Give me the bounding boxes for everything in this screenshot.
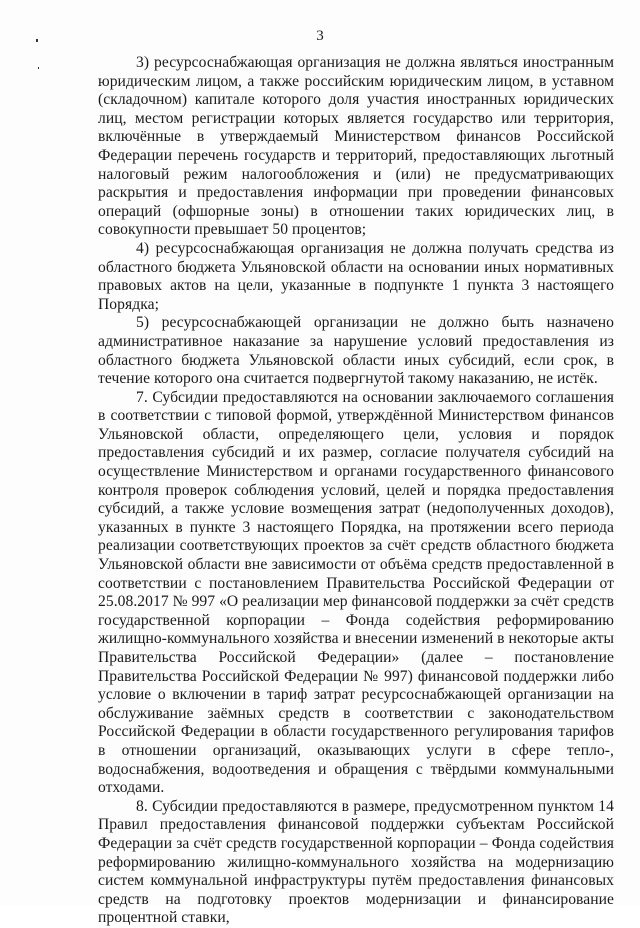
paragraph-clause-7: 7. Субсидии предоставляются на основании заключаемого соглашения в соответствии с типовой формой, утверждённой Министерством финансов Ульяновской области, определяющего цели, условия и порядок предоставления субсидий и их размер, согласие получателя субсидий на осуществление Министерством и органами государственного финансового контроля проверок соблюдения условий, целей и порядка предоставления субсидий, а также условие возмещения затрат (недополученных доходов), указанных в пункте 3 настоящего Порядка, на протяжении всего периода реализации соответствующих проектов за счёт средств областного бюджета Ульяновской области вне зависимости от объёма средств предоставленной в соответствии с постановлением Правительства Российской Федерации от 25.08.2017 № 997 «О реализации мер финансовой поддержки за счёт средств государственной корпорации – Фонда содействия реформированию жилищно-коммунального хозяйства и внесении изменений в некоторые акты Правительства Российской Федерации» (далее – постановление Правительства Российской Федерации № 997) финансовой поддержки либо условие о включении в тариф затрат ресурсоснабжающей организации на обслуживание заёмных средств в соответствии с законодательством Российской Федерации в области государственного регулирования тарифов в отношении организаций, оказывающих услуги в сфере тепло-, водоснабжения, водоотведения и обращения с твёрдыми коммунальными отходами. bbox=[98, 388, 614, 797]
paragraph-subitem-5: 5) ресурсоснабжающей организации не должно быть назначено административное наказание за нарушение условий предоставления из областного бюджета Ульяновской области иных субсидий, если срок, в течение которого она считается подвергнутой такому наказанию, не истёк. bbox=[98, 314, 614, 388]
document-body bbox=[98, 54, 614, 928]
paragraph-clause-8: 8. Субсидии предоставляются в размере, предусмотренном пунктом 14 Правил предоставления финансовой поддержки субъектам Российской Федерации за счёт средств государственной корпорации – Фонда содействия реформированию жилищно-коммунального хозяйства на модернизацию систем коммунальной инфраструктуры путём предоставления финансовых средств на подготовку проектов модернизации и финансирование процентной ставки, bbox=[98, 797, 614, 927]
scan-artifact-dot bbox=[38, 67, 39, 69]
page-number: 3 bbox=[316, 28, 324, 44]
paragraph-subitem-4: 4) ресурсоснабжающая организация не должна получать средства из областного бюджета Ульяновской области на основании иных нормативных правовых актов на цели, указанные в подпункте 1 пункта 3 настоящего Порядка; bbox=[98, 239, 614, 313]
paragraph-subitem-3: 3) ресурсоснабжающая организация не должна являться иностранным юридическим лицом, а также российским юридическим лицом, в уставном (складочном) капитале которого доля участия иностранных юридических лиц, местом регистрации которых является государство или территория, включённые в утверждаемый Министерством финансов Российской Федерации перечень государств и территорий, предоставляющих льготный налоговый режим налогообложения и (или) не предусматривающих раскрытия и предоставления информации при проведении финансовых операций (офшорные зоны) в отношении таких юридических лиц, в совокупности превышает 50 процентов; bbox=[98, 54, 614, 239]
